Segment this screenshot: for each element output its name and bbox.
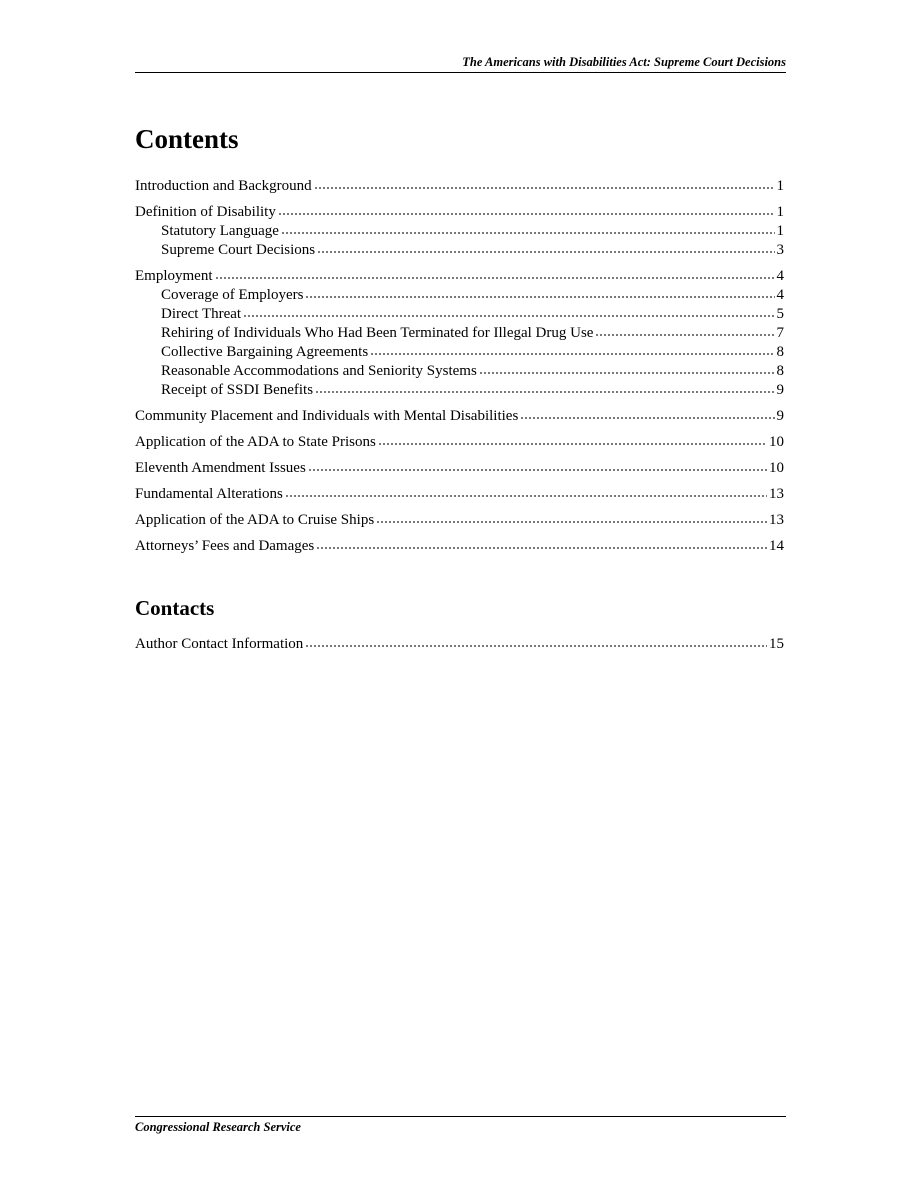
toc-entry-title: Application of the ADA to Cruise Ships [135, 512, 375, 528]
dot-leader [370, 351, 774, 356]
toc-entry[interactable] [135, 433, 784, 452]
toc-entry-title: Definition of Disability [135, 204, 276, 220]
toc-subentry[interactable] [135, 362, 784, 381]
toc-entry[interactable] [135, 203, 784, 222]
toc-entry-title: Eleventh Amendment Issues [135, 460, 306, 476]
contacts-heading: Contacts [135, 596, 215, 620]
toc-entry-page: 5 [776, 306, 784, 322]
dot-leader [317, 249, 774, 254]
running-header: The Americans with Disabilities Act: Supreme Court Decisions [462, 55, 786, 69]
toc-entry-page: 1 [776, 178, 784, 194]
toc-subentry[interactable] [135, 241, 784, 260]
running-footer: Congressional Research Service [135, 1120, 301, 1134]
dot-leader [305, 294, 774, 299]
toc-entry-page: 10 [769, 460, 784, 476]
toc-entry-title: Direct Threat [161, 306, 242, 322]
dot-leader [281, 230, 775, 235]
toc-entry-title: Employment [135, 268, 213, 284]
toc-entry-title: Application of the ADA to State Prisons [135, 434, 376, 450]
toc-entry-title: Introduction and Background [135, 178, 312, 194]
toc-entry-page: 7 [776, 325, 784, 341]
toc-subentry[interactable] [135, 381, 784, 400]
footer-rule [135, 1116, 786, 1117]
dot-leader [314, 185, 775, 190]
toc-subentry[interactable] [135, 324, 784, 343]
dot-leader [595, 332, 774, 337]
dot-leader [316, 545, 767, 550]
toc-entry-page: 4 [776, 268, 784, 284]
toc-entry-title: Supreme Court Decisions [161, 242, 316, 258]
toc-entry-page: 14 [769, 538, 784, 554]
toc-entry-title: Reasonable Accommodations and Seniority Systems [161, 363, 477, 379]
toc-entry-page: 13 [769, 512, 784, 528]
toc-entry-page: 10 [769, 434, 784, 450]
toc-entry[interactable] [135, 537, 784, 556]
toc-entry[interactable] [135, 407, 784, 426]
toc-entry[interactable] [135, 635, 784, 654]
toc-entry-page: 13 [769, 486, 784, 502]
toc-subentry[interactable] [135, 286, 784, 305]
toc-subentry[interactable] [135, 222, 784, 241]
dot-leader [520, 415, 774, 420]
dot-leader [243, 313, 774, 318]
toc-entry-title: Coverage of Employers [161, 287, 304, 303]
dot-leader [278, 211, 775, 216]
dot-leader [215, 275, 775, 280]
toc-entry-page: 15 [769, 636, 784, 652]
toc-entry[interactable] [135, 485, 784, 504]
toc-entry[interactable] [135, 177, 784, 196]
toc-entry-title: Attorneys’ Fees and Damages [135, 538, 315, 554]
toc-entry[interactable] [135, 511, 784, 530]
dot-leader [376, 519, 767, 524]
dot-leader [308, 467, 767, 472]
toc-entry-title: Receipt of SSDI Benefits [161, 382, 314, 398]
contents-heading: Contents [135, 124, 239, 154]
toc-entry-title: Rehiring of Individuals Who Had Been Terminated for Illegal Drug Use [161, 325, 594, 341]
toc-entry[interactable] [135, 267, 784, 286]
dot-leader [315, 389, 774, 394]
toc-entry-page: 8 [776, 363, 784, 379]
header-rule [135, 72, 786, 73]
dot-leader [285, 493, 767, 498]
toc-entry-title: Statutory Language [161, 223, 279, 239]
contacts-list [135, 635, 784, 654]
toc-entry-page: 8 [776, 344, 784, 360]
dot-leader [479, 370, 775, 375]
toc-entry-title: Author Contact Information [135, 636, 304, 652]
toc-entry-page: 4 [776, 287, 784, 303]
toc-entry-page: 9 [776, 408, 784, 424]
toc-subentry[interactable] [135, 305, 784, 324]
toc-entry-title: Collective Bargaining Agreements [161, 344, 369, 360]
toc-entry-page: 3 [776, 242, 784, 258]
toc-entry-title: Fundamental Alterations [135, 486, 283, 502]
dot-leader [305, 643, 767, 648]
toc-entry-page: 9 [776, 382, 784, 398]
toc-entry-page: 1 [776, 204, 784, 220]
dot-leader [378, 441, 767, 446]
toc-entry-page: 1 [776, 223, 784, 239]
table-of-contents [135, 177, 784, 556]
toc-entry[interactable] [135, 459, 784, 478]
toc-subentry[interactable] [135, 343, 784, 362]
toc-entry-title: Community Placement and Individuals with Mental Disabilities [135, 408, 519, 424]
